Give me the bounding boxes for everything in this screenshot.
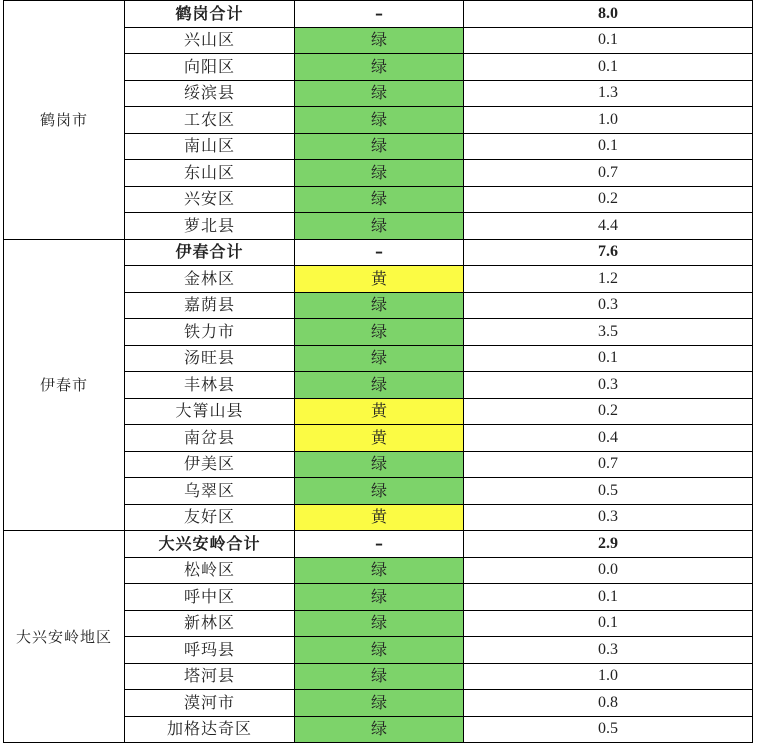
district-name-cell: 南岔县 xyxy=(125,425,295,452)
district-name-cell: 向阳区 xyxy=(125,54,295,81)
district-name-cell: 漠河市 xyxy=(125,690,295,717)
value-cell: 0.3 xyxy=(464,504,753,531)
value-cell: 0.4 xyxy=(464,425,753,452)
district-name-cell: 南山区 xyxy=(125,133,295,160)
value-cell: 0.1 xyxy=(464,345,753,372)
risk-level-cell: 绿 xyxy=(295,372,464,399)
district-name-cell: 工农区 xyxy=(125,107,295,134)
district-name-cell: 萝北县 xyxy=(125,213,295,240)
city-name-cell: 大兴安岭地区 xyxy=(4,531,125,743)
value-cell: 0.8 xyxy=(464,690,753,717)
subtotal-row xyxy=(4,1,753,28)
risk-level-cell: 绿 xyxy=(295,27,464,54)
value-cell: 0.5 xyxy=(464,716,753,743)
district-name-cell: 汤旺县 xyxy=(125,345,295,372)
risk-level-cell: 绿 xyxy=(295,690,464,717)
value-cell: 0.3 xyxy=(464,372,753,399)
value-cell: 4.4 xyxy=(464,213,753,240)
risk-level-cell: 绿 xyxy=(295,451,464,478)
risk-level-cell: 绿 xyxy=(295,716,464,743)
subtotal-value-cell: 2.9 xyxy=(464,531,753,558)
district-name-cell: 东山区 xyxy=(125,160,295,187)
district-name-cell: 呼中区 xyxy=(125,584,295,611)
risk-level-cell: 绿 xyxy=(295,54,464,81)
value-cell: 0.1 xyxy=(464,27,753,54)
value-cell: 1.0 xyxy=(464,107,753,134)
risk-level-cell: 黄 xyxy=(295,425,464,452)
risk-level-cell: 绿 xyxy=(295,557,464,584)
subtotal-value-cell: 7.6 xyxy=(464,239,753,266)
district-name-cell: 嘉荫县 xyxy=(125,292,295,319)
risk-level-cell: 黄 xyxy=(295,504,464,531)
value-cell: 1.2 xyxy=(464,266,753,293)
subtotal-row xyxy=(4,531,753,558)
district-name-cell: 新林区 xyxy=(125,610,295,637)
risk-level-cell: 绿 xyxy=(295,107,464,134)
district-name-cell: 绥滨县 xyxy=(125,80,295,107)
risk-level-cell: 绿 xyxy=(295,80,464,107)
value-cell: 0.7 xyxy=(464,160,753,187)
subtotal-label-cell: 大兴安岭合计 xyxy=(125,531,295,558)
value-cell: 0.2 xyxy=(464,398,753,425)
risk-level-cell: 绿 xyxy=(295,213,464,240)
district-name-cell: 塔河县 xyxy=(125,663,295,690)
value-cell: 0.1 xyxy=(464,610,753,637)
risk-level-cell: 绿 xyxy=(295,186,464,213)
risk-level-table xyxy=(3,0,753,743)
value-cell: 0.1 xyxy=(464,584,753,611)
city-name-cell: 伊春市 xyxy=(4,239,125,531)
district-name-cell: 金林区 xyxy=(125,266,295,293)
subtotal-level-cell: – xyxy=(295,531,464,558)
value-cell: 0.5 xyxy=(464,478,753,505)
risk-level-cell: 黄 xyxy=(295,266,464,293)
risk-level-cell: 绿 xyxy=(295,319,464,346)
value-cell: 0.3 xyxy=(464,292,753,319)
risk-level-cell: 绿 xyxy=(295,292,464,319)
district-name-cell: 兴山区 xyxy=(125,27,295,54)
risk-level-cell: 绿 xyxy=(295,160,464,187)
district-name-cell: 兴安区 xyxy=(125,186,295,213)
subtotal-label-cell: 伊春合计 xyxy=(125,239,295,266)
district-name-cell: 大箐山县 xyxy=(125,398,295,425)
risk-level-cell: 黄 xyxy=(295,398,464,425)
risk-level-cell: 绿 xyxy=(295,584,464,611)
value-cell: 0.1 xyxy=(464,133,753,160)
subtotal-label-cell: 鹤岗合计 xyxy=(125,1,295,28)
value-cell: 0.0 xyxy=(464,557,753,584)
value-cell: 3.5 xyxy=(464,319,753,346)
risk-level-cell: 绿 xyxy=(295,345,464,372)
value-cell: 0.7 xyxy=(464,451,753,478)
subtotal-row xyxy=(4,239,753,266)
city-name-cell: 鹤岗市 xyxy=(4,1,125,240)
subtotal-level-cell: – xyxy=(295,239,464,266)
district-name-cell: 铁力市 xyxy=(125,319,295,346)
value-cell: 0.2 xyxy=(464,186,753,213)
district-name-cell: 松岭区 xyxy=(125,557,295,584)
subtotal-level-cell: – xyxy=(295,1,464,28)
district-name-cell: 呼玛县 xyxy=(125,637,295,664)
value-cell: 1.3 xyxy=(464,80,753,107)
risk-level-cell: 绿 xyxy=(295,610,464,637)
risk-level-cell: 绿 xyxy=(295,133,464,160)
value-cell: 0.1 xyxy=(464,54,753,81)
district-name-cell: 乌翠区 xyxy=(125,478,295,505)
value-cell: 1.0 xyxy=(464,663,753,690)
risk-level-cell: 绿 xyxy=(295,637,464,664)
risk-level-cell: 绿 xyxy=(295,478,464,505)
district-name-cell: 加格达奇区 xyxy=(125,716,295,743)
district-name-cell: 友好区 xyxy=(125,504,295,531)
district-name-cell: 伊美区 xyxy=(125,451,295,478)
district-name-cell: 丰林县 xyxy=(125,372,295,399)
risk-level-cell: 绿 xyxy=(295,663,464,690)
table-body xyxy=(4,1,753,743)
subtotal-value-cell: 8.0 xyxy=(464,1,753,28)
value-cell: 0.3 xyxy=(464,637,753,664)
